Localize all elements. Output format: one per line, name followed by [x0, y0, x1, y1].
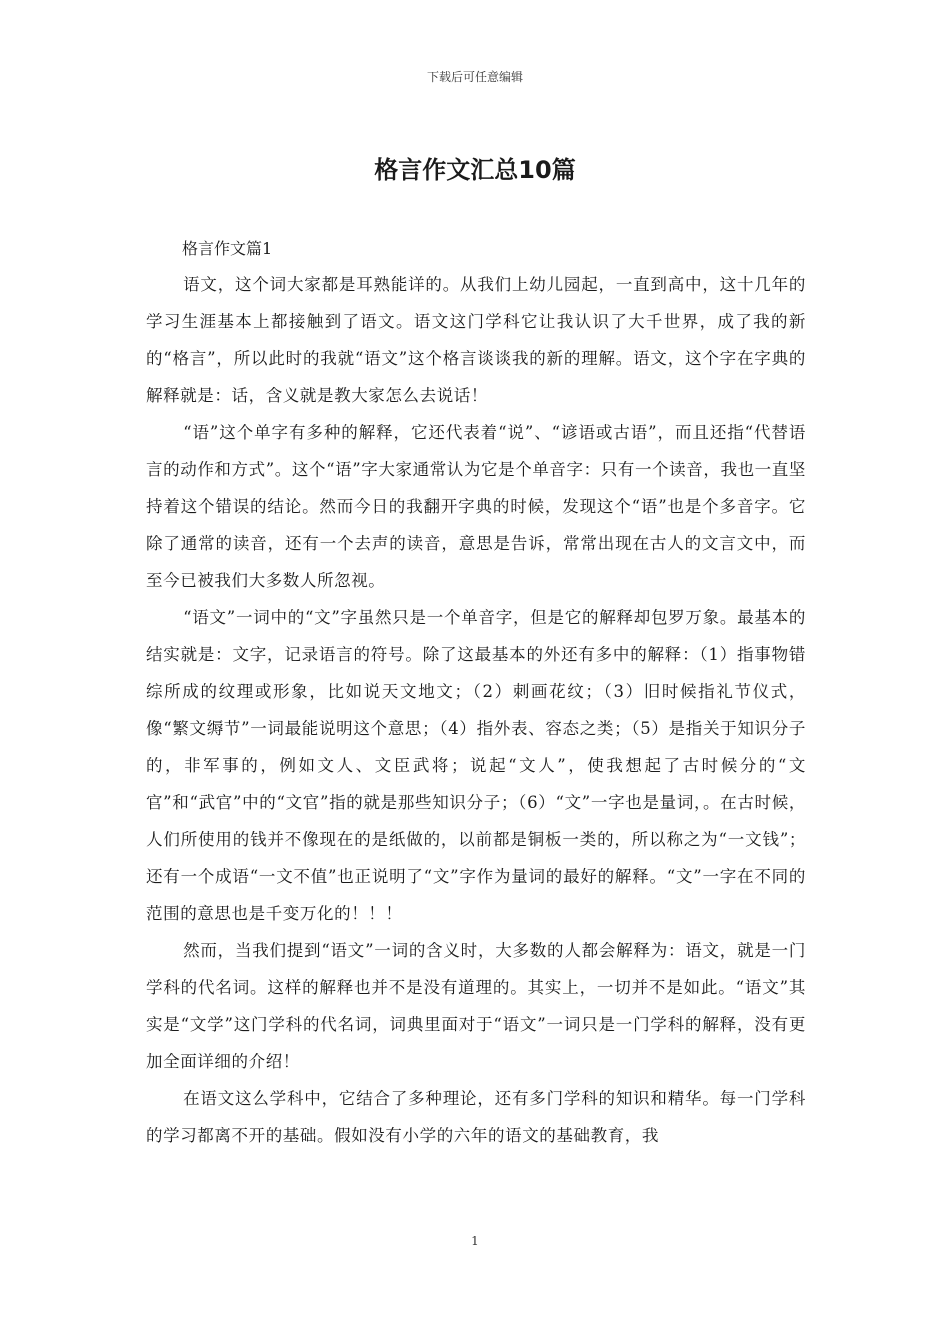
paragraph-5: 在语文这么学科中，它结合了多种理论，还有多门学科的知识和精华。每一门学科的学习都离不开的基础。假如没有小学的六年的语文的基础教育，我 — [146, 1089, 806, 1145]
section-heading: 格言作文篇1 — [182, 239, 273, 258]
document-body — [146, 232, 806, 1154]
document-title: 格言作文汇总10篇 — [374, 156, 576, 184]
header-note: 下载后可任意编辑 — [426, 70, 523, 84]
paragraph-2: “语”这个单字有多种的解释，它还代表着“说”、“谚语或古语”，而且还指“代替语言的动作和方式”。这个“语”字大家通常认为它是个单音字：只有一个读音，我也一直坚持着这个错误的结论。然而今日的我翻开字典的时候，发现这个“语”也是个多音字。它除了通常的读音，还有一个去声的读音，意思是告诉，常常出现在古人的文言文中，而至今已被我们大多数人所忽视。 — [146, 423, 806, 590]
paragraph-3: “语文”一词中的“文”字虽然只是一个单音字，但是它的解释却包罗万象。最基本的结实就是：文字，记录语言的符号。除了这最基本的外还有多中的解释：（1）指事物错综所成的纹理或形象，比如说天文地文；（2）刺画花纹；（3）旧时候指礼节仪式，像“繁文缛节”一词最能说明这个意思；（4）指外表、容态之类；（5）是指关于知识分子的，非军事的，例如文人、文臣武将；说起“文人”，使我想起了古时候分的“文官”和“武官”中的“文官”指的就是那些知识分子；（6）“文”一字也是量词，。在古时候，人们所使用的钱并不像现在的是纸做的，以前都是铜板一类的，所以称之为“一文钱”；还有一个成语“一文不值”也正说明了“文”字作为量词的最好的解释。“文”一字在不同的范围的意思也是千变万化的！！！ — [146, 608, 806, 923]
paragraph-4: 然而，当我们提到“语文”一词的含义时，大多数的人都会解释为：语文，就是一门学科的代名词。这样的解释也并不是没有道理的。其实上，一切并不是如此。“语文”其实是“文学”这门学科的代名词，词典里面对于“语文”一词只是一门学科的解释，没有更加全面详细的介绍！ — [146, 941, 806, 1071]
page-number: 1 — [471, 1234, 479, 1248]
paragraph-1: 语文，这个词大家都是耳熟能详的。从我们上幼儿园起，一直到高中，这十几年的学习生涯基本上都接触到了语文。语文这门学科它让我认识了大千世界，成了我的新的“格言”，所以此时的我就“语文”这个格言谈谈我的新的理解。语文，这个字在字典的解释就是：话，含义就是教大家怎么去说话！ — [146, 275, 806, 405]
